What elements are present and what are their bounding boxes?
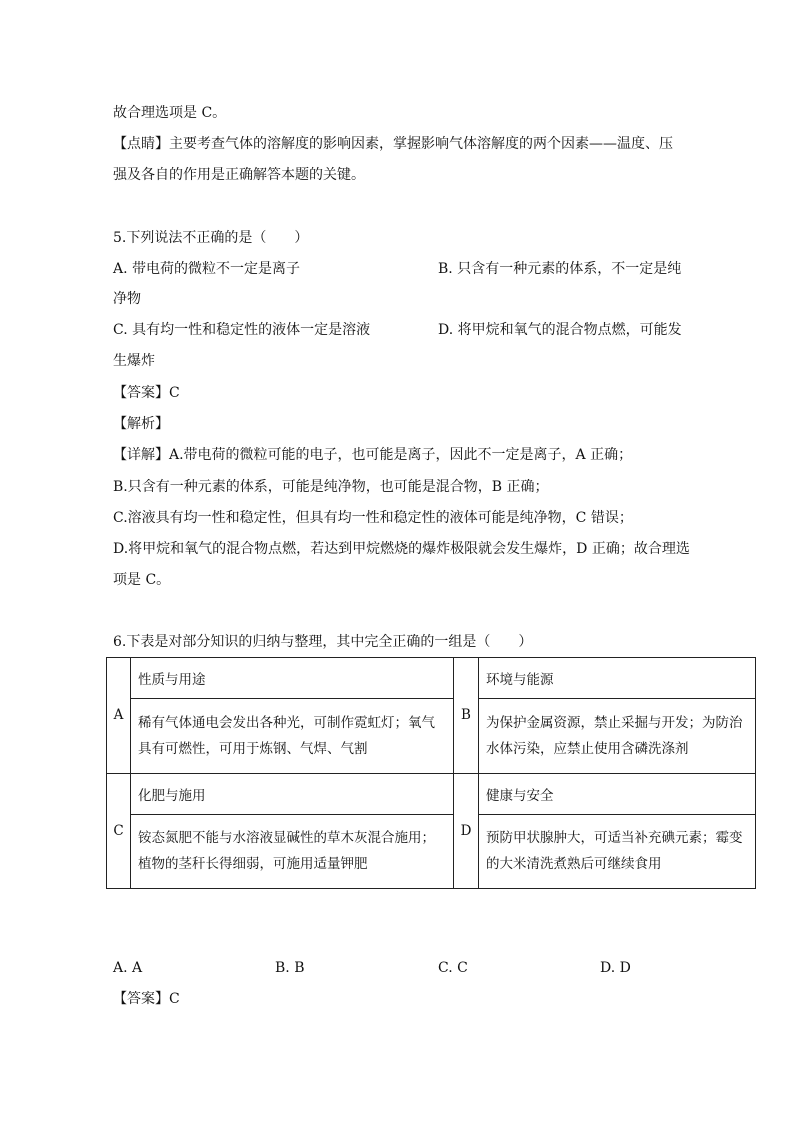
row-a-letter: A (107, 658, 131, 774)
cell-d-line-1: 预防甲状腺肿大，可适当补充碘元素；霉变 (486, 830, 743, 847)
cell-c-title: 化肥与施用 (131, 773, 454, 814)
cell-d-title: 健康与安全 (479, 773, 756, 814)
intro-line-2: 【点睛】主要考查气体的溶解度的影响因素，掌握影响气体溶解度的两个因素——温度、压 (113, 136, 673, 152)
q6-option-c: C. C (438, 960, 468, 976)
q6-option-b: B. B (275, 960, 305, 976)
q5-detail-line-5: 项是 C。 (113, 572, 171, 588)
cell-b-body (479, 699, 756, 774)
cell-a-title: 性质与用途 (131, 658, 454, 699)
cell-c-body (131, 814, 454, 889)
q5-option-d: D. 将甲烷和氧气的混合物点燃，可能发 (438, 322, 682, 338)
q5-answer: 【答案】C (113, 385, 180, 401)
cell-a-line-1: 稀有气体通电会发出各种光，可制作霓虹灯；氧气 (138, 714, 435, 731)
row-b-letter: B (454, 658, 479, 774)
q5-detail-line-2: B.只含有一种元素的体系，可能是纯净物，也可能是混合物，B 正确； (113, 479, 549, 495)
cell-b-line-2: 水体污染，应禁止使用含磷洗涤剂 (486, 740, 689, 757)
cell-d-body (479, 814, 756, 889)
q5-detail-line-4: D.将甲烷和氧气的混合物点燃，若达到甲烷燃烧的爆炸极限就会发生爆炸，D 正确；故合理选 (113, 541, 690, 557)
q5-stem: 5.下列说法不正确的是（ ） (113, 230, 309, 246)
q6-stem: 6.下表是对部分知识的归纳与整理，其中完全正确的一组是（ ） (113, 634, 533, 650)
q6-answer: 【答案】C (113, 991, 180, 1007)
q5-option-b: B. 只含有一种元素的体系，不一定是纯 (438, 261, 682, 277)
q5-analysis-title: 【解析】 (113, 416, 169, 432)
cell-a-line-2: 具有可燃性，可用于炼钢、气焊、气割 (138, 740, 368, 757)
q5-option-a: A. 带电荷的微粒不一定是离子 (113, 261, 301, 277)
q6-option-a: A. A (113, 960, 143, 976)
knowledge-table (106, 657, 756, 889)
cell-c-line-1: 铵态氮肥不能与水溶液显碱性的草木灰混合施用； (138, 830, 435, 847)
row-d-letter: D (454, 773, 479, 889)
q5-option-c: C. 具有均一性和稳定性的液体一定是溶液 (113, 322, 371, 338)
q5-option-d-cont: 生爆炸 (113, 353, 155, 369)
q6-option-d: D. D (600, 960, 631, 976)
cell-b-line-1: 为保护金属资源，禁止采掘与开发；为防治 (486, 714, 743, 731)
q5-detail-line-1: 【详解】A.带电荷的微粒可能的电子，也可能是离子，因此不一定是离子，A 正确； (113, 447, 633, 463)
intro-line-3: 强及各自的作用是正确解答本题的关键。 (113, 167, 365, 183)
q5-detail-line-3: C.溶液具有均一性和稳定性，但具有均一性和稳定性的液体可能是纯净物，C 错误； (113, 510, 633, 526)
cell-b-title: 环境与能源 (479, 658, 756, 699)
cell-a-body (131, 699, 454, 774)
cell-d-line-2: 的大米清洗煮熟后可继续食用 (486, 856, 662, 873)
q5-option-b-cont: 净物 (113, 291, 141, 307)
row-c-letter: C (107, 773, 131, 889)
intro-line-1: 故合理选项是 C。 (113, 105, 227, 121)
cell-c-line-2: 植物的茎秆长得细弱，可施用适量钾肥 (138, 856, 368, 873)
